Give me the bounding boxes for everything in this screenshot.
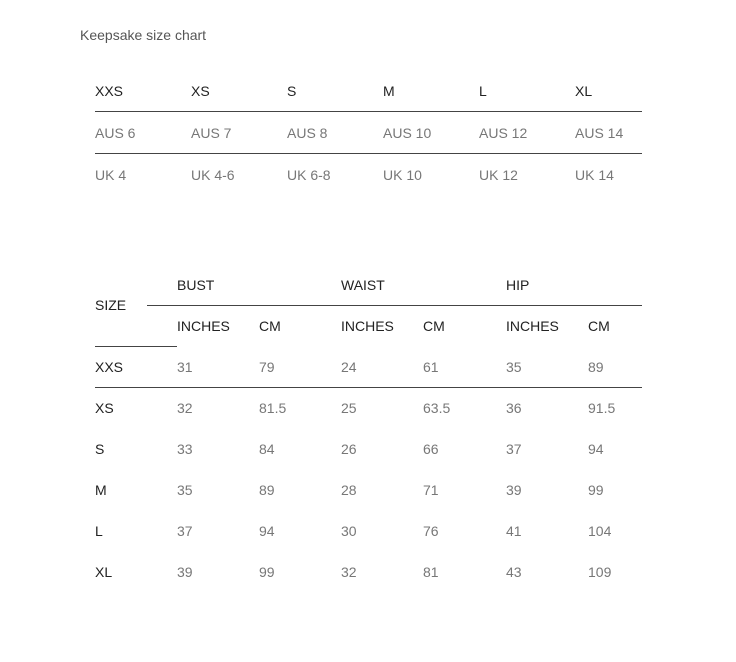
row-size-label: M bbox=[95, 482, 107, 498]
size-header-divider bbox=[95, 346, 177, 347]
measurement-cell: 43 bbox=[506, 564, 522, 580]
hip-cm-header: CM bbox=[588, 318, 610, 334]
measurement-cell: 28 bbox=[341, 482, 357, 498]
measurement-cell: 41 bbox=[506, 523, 522, 539]
bust-header: BUST bbox=[177, 277, 215, 293]
measurement-cell: 35 bbox=[177, 482, 193, 498]
size-label-xs: XS bbox=[191, 83, 210, 99]
measurement-cell: 39 bbox=[177, 564, 193, 580]
first-row-divider bbox=[95, 387, 642, 388]
uk-size-cell: UK 12 bbox=[479, 167, 518, 183]
measurement-cell: 89 bbox=[588, 359, 604, 375]
measurement-cell: 89 bbox=[259, 482, 275, 498]
measurement-cell: 81 bbox=[423, 564, 439, 580]
measurement-cell: 24 bbox=[341, 359, 357, 375]
measurement-cell: 63.5 bbox=[423, 400, 451, 416]
measurement-cell: 32 bbox=[341, 564, 357, 580]
size-label-l: L bbox=[479, 83, 487, 99]
uk-size-cell: UK 10 bbox=[383, 167, 422, 183]
row-size-label: S bbox=[95, 441, 105, 457]
measurement-cell: 32 bbox=[177, 400, 193, 416]
measurement-cell: 99 bbox=[588, 482, 604, 498]
aus-size-cell: AUS 7 bbox=[191, 125, 232, 141]
measurement-cell: 25 bbox=[341, 400, 357, 416]
measurement-cell: 76 bbox=[423, 523, 439, 539]
measurement-cell: 94 bbox=[588, 441, 604, 457]
aus-size-cell: AUS 14 bbox=[575, 125, 624, 141]
measurement-cell: 104 bbox=[588, 523, 612, 539]
measurement-cell: 26 bbox=[341, 441, 357, 457]
measurement-cell: 79 bbox=[259, 359, 275, 375]
measurement-cell: 61 bbox=[423, 359, 439, 375]
conversion-aus-row bbox=[95, 111, 642, 153]
waist-inches-header: INCHES bbox=[341, 318, 394, 334]
measurement-cell: 109 bbox=[588, 564, 612, 580]
measurement-cell: 91.5 bbox=[588, 400, 616, 416]
row-size-label: L bbox=[95, 523, 103, 539]
uk-size-cell: UK 4 bbox=[95, 167, 127, 183]
measurement-cell: 84 bbox=[259, 441, 275, 457]
size-label-xxs: XXS bbox=[95, 83, 124, 99]
bust-cm-header: CM bbox=[259, 318, 281, 334]
measurement-cell: 71 bbox=[423, 482, 439, 498]
measurement-cell: 36 bbox=[506, 400, 522, 416]
size-label-s: S bbox=[287, 83, 297, 99]
aus-size-cell: AUS 6 bbox=[95, 125, 136, 141]
waist-cm-header: CM bbox=[423, 318, 445, 334]
uk-size-cell: UK 4-6 bbox=[191, 167, 235, 183]
size-column-header: SIZE bbox=[95, 297, 127, 313]
group-header-divider bbox=[147, 305, 642, 306]
measurement-cell: 39 bbox=[506, 482, 522, 498]
measurement-cell: 99 bbox=[259, 564, 275, 580]
aus-size-cell: AUS 12 bbox=[479, 125, 528, 141]
uk-size-cell: UK 14 bbox=[575, 167, 614, 183]
row-size-label: XL bbox=[95, 564, 113, 580]
page-title: Keepsake size chart bbox=[80, 27, 207, 43]
measurement-cell: 66 bbox=[423, 441, 439, 457]
size-conversion-table bbox=[95, 70, 642, 195]
measurement-cell: 33 bbox=[177, 441, 193, 457]
aus-size-cell: AUS 8 bbox=[287, 125, 328, 141]
row-size-label: XS bbox=[95, 400, 114, 416]
hip-inches-header: INCHES bbox=[506, 318, 559, 334]
measurement-cell: 30 bbox=[341, 523, 357, 539]
measurement-cell: 37 bbox=[177, 523, 193, 539]
waist-header: WAIST bbox=[341, 277, 385, 293]
aus-size-cell: AUS 10 bbox=[383, 125, 432, 141]
size-label-xl: XL bbox=[575, 83, 593, 99]
hip-header: HIP bbox=[506, 277, 530, 293]
size-label-m: M bbox=[383, 83, 395, 99]
measurement-cell: 31 bbox=[177, 359, 193, 375]
row-size-label: XXS bbox=[95, 359, 124, 375]
measurement-cell: 94 bbox=[259, 523, 275, 539]
measurement-cell: 37 bbox=[506, 441, 522, 457]
bust-inches-header: INCHES bbox=[177, 318, 230, 334]
measurement-cell: 81.5 bbox=[259, 400, 287, 416]
conversion-header-row bbox=[95, 70, 642, 111]
measurement-cell: 35 bbox=[506, 359, 522, 375]
conversion-uk-row bbox=[95, 153, 642, 195]
measurement-table bbox=[95, 264, 642, 594]
uk-size-cell: UK 6-8 bbox=[287, 167, 331, 183]
